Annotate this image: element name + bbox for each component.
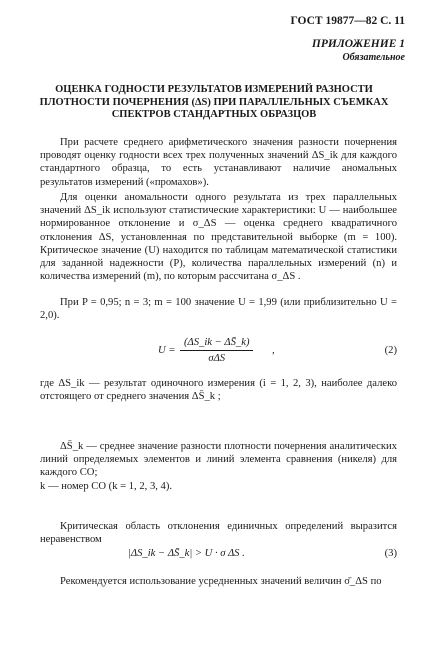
formula-2-suffix: , — [272, 345, 275, 356]
paragraph-5 — [40, 440, 397, 493]
paragraph-1-text: При расчете среднего арифметического значения разности почернения проводят оценку годности всех трех полученных значений ΔS_ik для каждого стандартного образца, то есть устанавливают наличие аномальных результатов измерений («промахов»). — [40, 137, 397, 188]
formula-2-denominator: σΔS — [208, 353, 226, 365]
formula-2-number: (2) — [384, 345, 397, 356]
paragraph-2-text: Для оценки аномальности одного результата из трех параллельных значений ΔS_ik используют статистические характеристики: U — наибольшее нормированное отклонение и σ_ΔS — оценка среднего квадратичного отклонения ΔS, установленная по представительной выборке (m = 100). Критическое значение (U) находится по таблицам математической статистики для заданной надежности (P), количества параллельных измерений (n) и количества измерений (m), по которым рассчитана σ_ΔS . — [40, 192, 397, 283]
appendix-label: ПРИЛОЖЕНИЕ 1 — [311, 38, 405, 50]
paragraph-6 — [40, 520, 397, 546]
formula-3-number: (3) — [384, 548, 397, 559]
paragraph-3-text: При P = 0,95; n = 3; m = 100 значение U = 1,99 (или приблизительно U = 2,0). — [40, 297, 397, 322]
section-title: ОЦЕНКА ГОДНОСТИ РЕЗУЛЬТАТОВ ИЗМЕРЕНИЙ РАЗНОСТИ ПЛОТНОСТИ ПОЧЕРНЕНИЯ (ΔS) ПРИ ПАРАЛЛЕЛЬНЫХ СЪЕМКАХ СПЕКТРОВ СТАНДАРТНЫХ ОБРАЗЦОВ — [39, 84, 389, 120]
formula-2-numerator: (ΔS_ik − ΔS̄_k) — [180, 336, 253, 351]
paragraph-7-text: Рекомендуется использование усредненных значений величин σ̄_ΔS по — [60, 576, 382, 587]
appendix-block — [312, 38, 405, 64]
paragraph-5b-text: k — номер СО (k = 1, 2, 3, 4). — [40, 480, 173, 492]
formula-2-lhs: U = — [158, 345, 176, 356]
formula-2-fraction — [180, 336, 253, 365]
appendix-status: Обязательное — [342, 52, 405, 64]
paragraph-4-text: где ΔS_ik — результат одиночного измерения (i = 1, 2, 3), наиболее далеко отстоящего от среднего значения ΔS̄_k ; — [40, 378, 397, 403]
running-head: ГОСТ 19877—82 С. 11 — [290, 15, 405, 27]
formula-3-expr: |ΔS_ik − ΔS̄_k| > U · σ ΔS . — [128, 548, 245, 559]
paragraph-3 — [40, 296, 397, 322]
paragraph-6-text: Критическая область отклонения единичных определений выразится неравенством — [40, 521, 397, 546]
paragraph-1 — [40, 136, 397, 189]
paragraph-2 — [40, 191, 397, 283]
paragraph-5a-text: ΔS̄_k — среднее значение разности плотности почернения аналитических линий определяемых элементов и линий элемента сравнения (никеля) для каждого СО; — [40, 441, 397, 479]
paragraph-7 — [40, 575, 397, 588]
formula-2 — [40, 338, 397, 378]
paragraph-4 — [40, 377, 397, 403]
